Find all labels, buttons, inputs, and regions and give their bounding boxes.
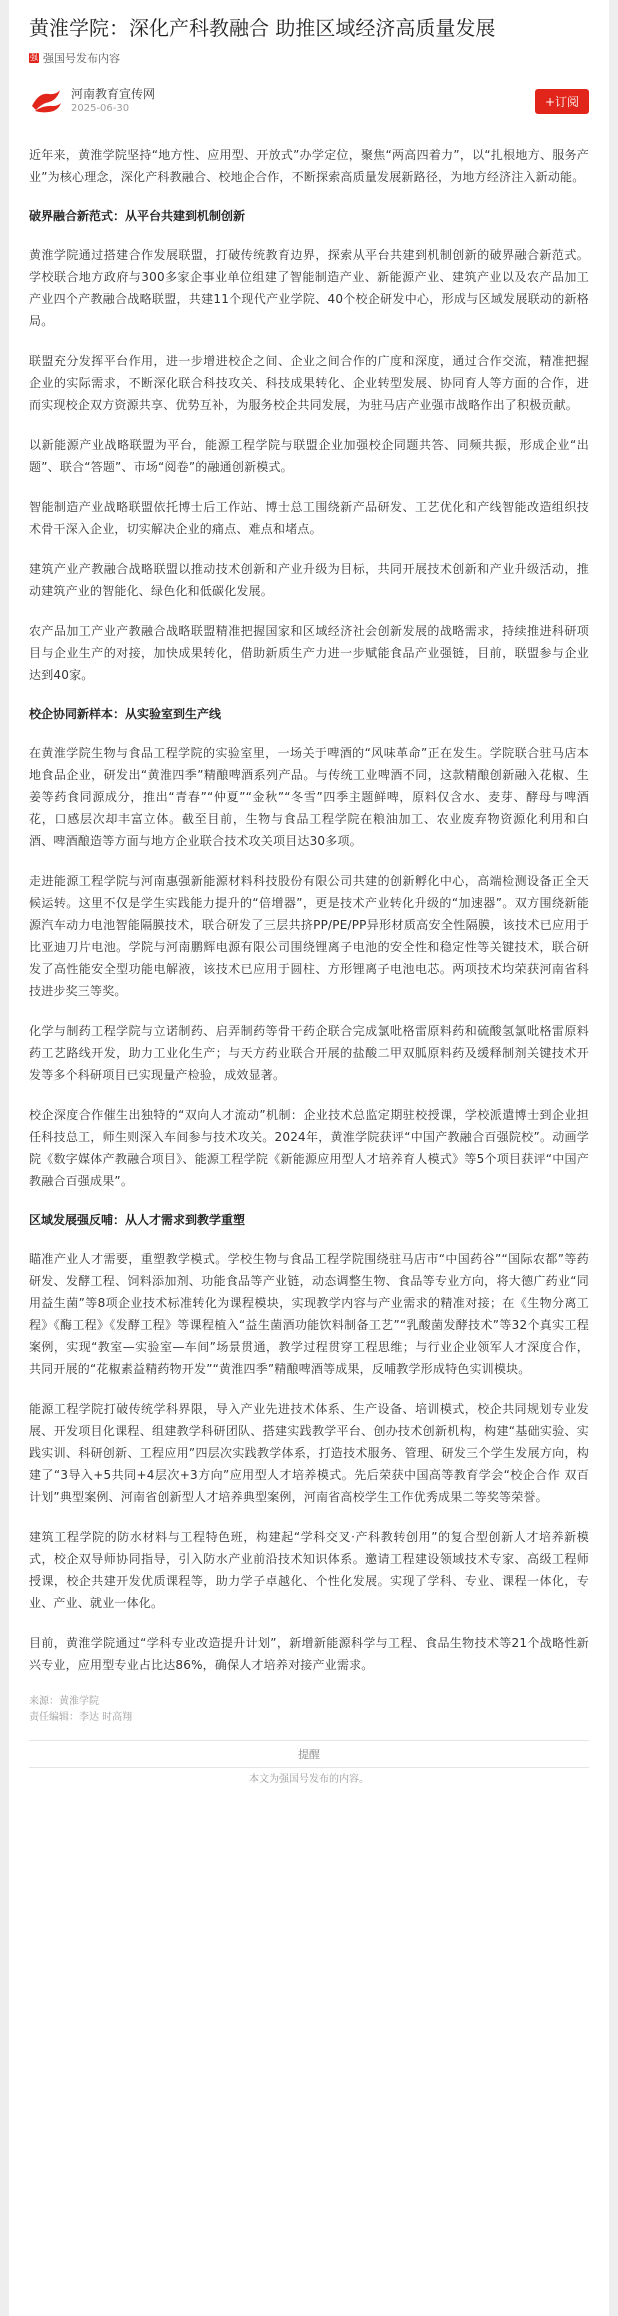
author-name: 河南教育宣传网 <box>71 87 156 101</box>
author-info[interactable] <box>29 84 155 118</box>
paragraph: 校企深度合作催生出独特的“双向人才流动”机制：企业技术总监定期驻校授课，学校派遣博士到企业担任科技总工，师生则深入车间参与技术攻关。2024年，黄淮学院获评“中国产教融合百强院校”。动画学院《数字媒体产教融合项目》、能源工程学院《新能源应用型人才培养育人模式》等5个项目获评“中国产教融合百强成果”。 <box>29 1108 589 1188</box>
paragraph: 瞄准产业人才需要，重塑教学模式。学校生物与食品工程学院围绕驻马店市“中国药谷”“国际农都”等药研发、发酵工程、饲料添加剂、功能食品等产业链，动态调整生物、食品等专业方向，将大德广药业“同用益生菌”等8项企业技术标准转化为课程模块，实现教学内容与产业需求的精准对接；在《生物分离工程》《酶工程》《发酵工程》等课程植入“益生菌酒功能饮料制备工艺”“乳酸菌发酵技术”等32个真实工程案例，实现“教室—实验室—车间”场景贯通，教学过程贯穿工程思维；与行业企业领军人才深度合作，共同开展的“花椒素益精药物开发”“黄淮四季”精酿啤酒等成果，反哺教学形成特色实训模块。 <box>29 1252 589 1376</box>
author-bar <box>29 84 589 118</box>
subscribe-button[interactable]: +订阅 <box>535 89 589 114</box>
paragraph: 化学与制药工程学院与立诺制药、启弄制药等骨干药企联合完成氯吡格雷原料药和硫酸氢氯吡格雷原料药工艺路线开发，助力工业化生产；与天方药业联合开展的盐酸二甲双胍原料药及缓释制剂关键技术开发等多个科研项目已实现量产检验，成效显著。 <box>29 1024 589 1082</box>
section-heading: 区域发展强反哺：从人才需求到教学重塑 <box>29 1213 246 1227</box>
section-heading: 校企协同新样本：从实验室到生产线 <box>29 707 222 721</box>
meta-source: 来源：黄淮学院 <box>29 1696 99 1707</box>
paragraph: 联盟充分发挥平台作用，进一步增进校企之间、企业之间合作的广度和深度，通过合作交流，精准把握企业的实际需求，不断深化联合科技攻关、科技成果转化、企业转型发展、协同育人等方面的合作，进而实现校企双方资源共享、优势互补，为服务校企共同发展，为驻马店产业强市战略作出了积极贡献。 <box>29 354 589 412</box>
divider <box>29 1740 589 1741</box>
paragraph: 在黄淮学院生物与食品工程学院的实验室里，一场关于啤酒的“风味革命”正在发生。学院联合驻马店本地食品企业，研发出“黄淮四季”精酿啤酒系列产品。与传统工业啤酒不同，这款精酿创新融入花椒、生姜等药食同源成分，推出“青春”“仲夏”“金秋”“冬雪”四季主题鲜啤，原料仅含水、麦芽、酵母与啤酒花，口感层次却丰富立体。截至目前，生物与食品工程学院在粮油加工、农业废弃物资源化利用和白酒、啤酒酿造等方面与地方企业联合技术攻关项目达30多项。 <box>29 746 589 848</box>
paragraph: 建筑产业产教融合战略联盟以推动技术创新和产业升级为目标，共同开展技术创新和产业升级活动，推动建筑产业的智能化、绿色化和低碳化发展。 <box>29 562 589 598</box>
article-page <box>9 0 609 2316</box>
paragraph: 走进能源工程学院与河南惠强新能源材料科技股份有限公司共建的创新孵化中心，高端检测设备正全天候运转。这里不仅是学生实践能力提升的“倍增器”，更是技术产业转化升级的“加速器”。双方围绕新能源汽车动力电池智能隔膜技术，联合研发了三层共挤PP/PE/PP异形材质高安全性隔膜，该技术已应用于比亚迪刀片电池。学院与河南鹏辉电源有限公司围绕锂离子电池的安全性和稳定性等关键技术，联合研发了高性能安全型功能电解液，该技术已应用于圆柱、方形锂离子电池电芯。两项技术均荣获河南省科技进步奖三等奖。 <box>29 874 589 998</box>
paragraph: 目前，黄淮学院通过“学科专业改造提升计划”，新增新能源科学与工程、食品生物技术等21个战略性新兴专业，应用型专业占比达86%，确保人才培养对接产业需求。 <box>29 1636 589 1672</box>
notice-title: 提醒 <box>298 1748 320 1761</box>
source-label: 强国号发布内容 <box>43 52 120 65</box>
paragraph: 建筑工程学院的防水材料与工程特色班，构建起“学科交叉·产科教转创用”的复合型创新人才培养新模式，校企双导师协同指导，引入防水产业前沿技术知识体系。邀请工程建设领域技术专家、高级工程师授课，校企共建开发优质课程等，助力学子卓越化、个性化发展。实现了学科、专业、课程一体化，专业、产业、就业一体化。 <box>29 1530 589 1610</box>
paragraph: 能源工程学院打破传统学科界限，导入产业先进技术体系、生产设备、培训模式，校企共同规划专业发展、开发项目化课程、组建教学科研团队、搭建实践教学平台、创办技术创新机构，构建“基础实验、实践实训、科研创新、工程应用”四层次实践教学体系，打造技术服务、管理、研发三个学生发展方向，构建了“3导入+5共同+4层次+3方向”应用型人才培养模式。先后荣获中国高等教育学会“校企合作 双百计划”典型案例、河南省创新型人才培养典型案例，河南省高校学生工作优秀成果二等奖等荣誉。 <box>29 1402 589 1504</box>
paragraph: 黄淮学院通过搭建合作发展联盟，打破传统教育边界，探索从平台共建到机制创新的破界融合新范式。学校联合地方政府与300多家企事业单位组建了智能制造产业、新能源产业、建筑产业以及农产品加工产业四个产教融合战略联盟，共建11个现代产业学院、40个校企研发中心，形成与区域发展联动的新格局。 <box>29 248 589 328</box>
article-meta <box>29 1694 589 1726</box>
article-content <box>29 144 589 1676</box>
meta-editor: 责任编辑：李达 时高翔 <box>29 1712 133 1723</box>
author-logo-icon[interactable] <box>29 84 63 118</box>
source-line <box>29 50 589 66</box>
section-heading: 破界融合新范式：从平台共建到机制创新 <box>29 209 246 223</box>
publish-date: 2025-06-30 <box>71 103 130 114</box>
paragraph: 智能制造产业战略联盟依托博士后工作站、博士总工围绕新产品研发、工艺优化和产线智能改造组织技术骨干深入企业，切实解决企业的痛点、难点和堵点。 <box>29 500 589 536</box>
paragraph: 以新能源产业战略联盟为平台，能源工程学院与联盟企业加强校企同题共答、同频共振，形成企业“出题”、联合“答题”、市场“阅卷”的融通创新模式。 <box>29 438 589 474</box>
notice-text: 本文为强国号发布的内容。 <box>249 1774 369 1785</box>
paragraph: 农产品加工产业产教融合战略联盟精准把握国家和区域经济社会创新发展的战略需求，持续推进科研项目与企业生产的对接，加快成果转化，借助新质生产力进一步赋能食品产业强链，目前，联盟参与企业达到40家。 <box>29 624 589 682</box>
qiangguo-icon: 强 <box>30 53 38 62</box>
divider <box>29 1767 589 1768</box>
article-title: 黄淮学院：深化产科教融合 助推区域经济高质量发展 <box>29 16 496 40</box>
paragraph: 近年来，黄淮学院坚持“地方性、应用型、开放式”办学定位，聚焦“两高四着力”，以“扎根地方、服务产业”为核心理念，深化产科教融合、校地企合作，不断探索高质量发展新路径，为地方经济注入新动能。 <box>29 148 589 184</box>
